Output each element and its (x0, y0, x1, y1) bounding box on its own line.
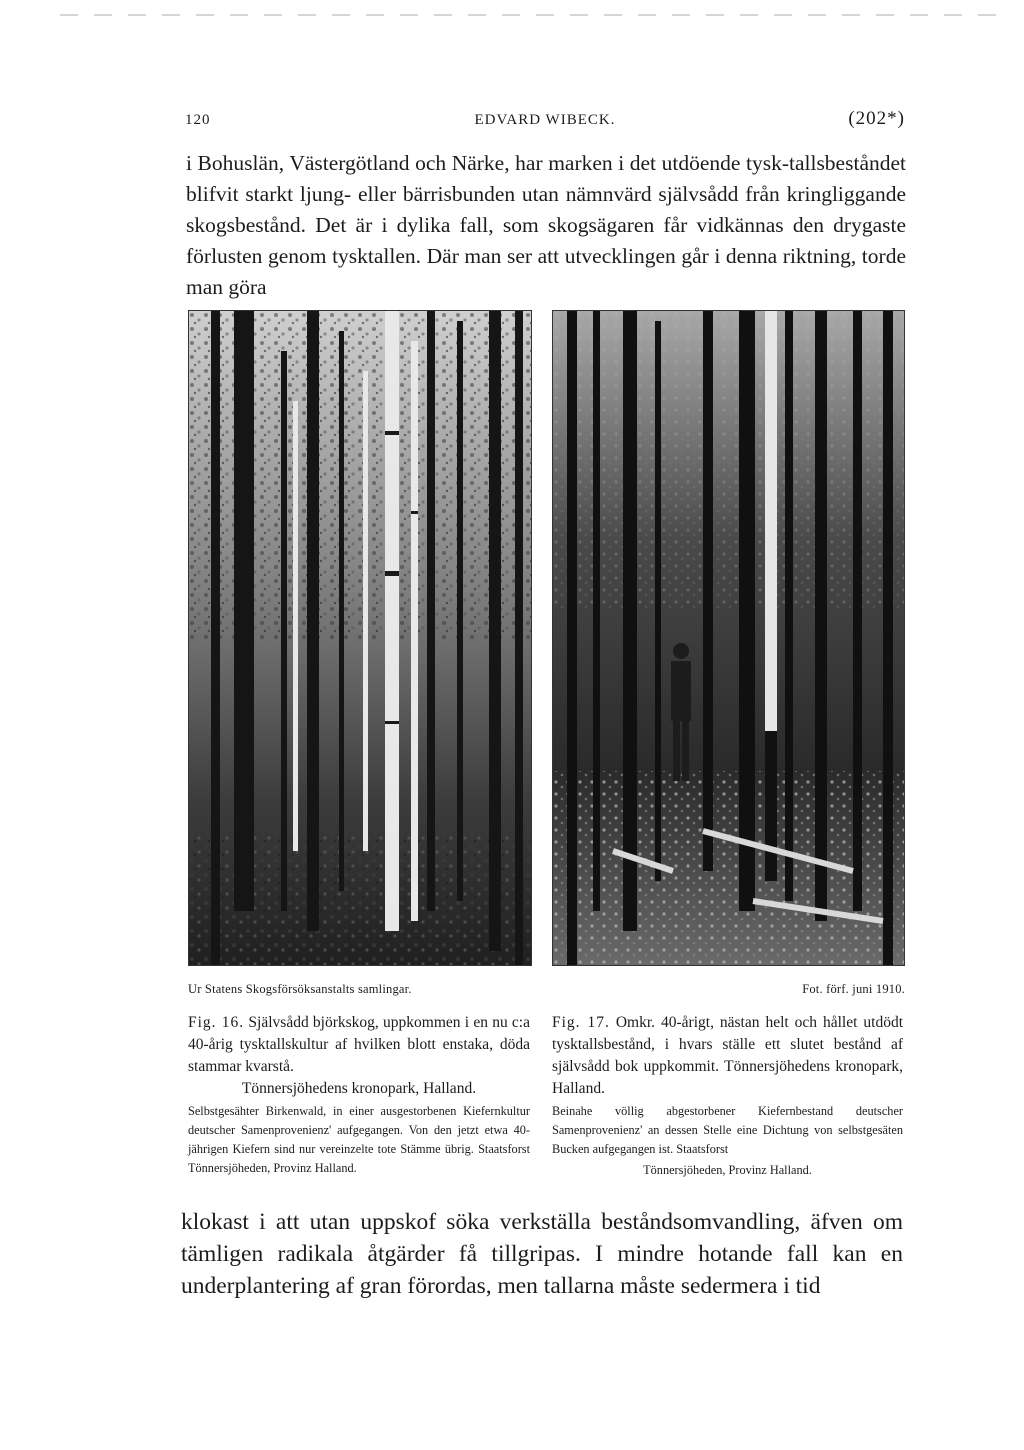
scan-artifact (60, 14, 1010, 16)
figure-16-place: Tönnersjöhedens kronopark, Halland. (241, 1080, 477, 1097)
figure-16-label: Fig. 16. (188, 1014, 245, 1031)
page-header (185, 108, 905, 136)
figure-16-swedish (188, 1012, 530, 1078)
body-paragraph-top: i Bohuslän, Västergötland och Närke, har marken i det utdöende tysk-tallsbeståndet blifvit starkt ljung- eller bärrisbunden utan nämnvärd självsådd från kringliggande skogsbestånd. Det är i dylika fall, som skogsägaren får vidkännas den drygaste förlusten genom tysktallen. Där man ser att utvecklingen går i denna riktning, torde man göra (186, 151, 906, 299)
figure-17-german-place: Tönnersjöheden, Provinz Halland. (643, 1163, 812, 1177)
figure-17-swedish-text: Omkr. 40-årigt, nästan helt och hållet utdödt tysktallsbestånd, i hvars ställe ett slutet bestånd af självsådd bok uppkommit. (552, 1014, 903, 1075)
photo-credit-author: Fot. förf. juni 1910. (802, 982, 905, 996)
figure-17-german: Beinahe völlig abgestorbener Kiefernbestand deutscher Samenprovenienz' an dessen Stelle eine Dichtung von selbstgesäten Bucken aufgegangen ist. Staatsforst (552, 1104, 903, 1156)
figure-16-photo (188, 310, 532, 966)
page-number: 120 (185, 112, 211, 128)
photo-credit-collection: Ur Statens Skogsförsöksanstalts samlingar. (188, 982, 412, 996)
figure-17-photo (552, 310, 905, 966)
birch-forest-image (189, 311, 531, 965)
figure-17-label: Fig. 17. (552, 1014, 610, 1031)
body-paragraph-bottom: klokast i att utan uppskof söka verkställa beståndsomvandling, äfven om tämligen radikala åtgärder få tillgripas. I mindre hotande fall kan en underplantering af gran förordas, men tallarna måste sedermera i tid (181, 1209, 903, 1299)
figure-16-swedish-text: Självsådd björkskog, uppkommen i en nu c:a 40-årig tysktallskultur af hvilken blott enstaka, döda stammar kvarstå. (188, 1014, 530, 1075)
figure-17-swedish (552, 1012, 903, 1100)
signature-mark: (202*) (848, 108, 905, 129)
running-head-author: EDVARD WIBECK. (474, 112, 616, 128)
figure-17-caption (552, 1012, 903, 1180)
figure-16-caption (188, 1012, 530, 1178)
figure-16-german: Selbstgesähter Birkenwald, in einer ausgestorbenen Kiefernkultur deutscher Samenprovenienz' aufgegangen. Von den jetzt etwa 40-jährigen Kiefern sind nur vereinzelte tote Stämme übrig. Staatsforst Tönnersjöheden, Provinz Halland. (188, 1104, 530, 1175)
figure-17-place: Tönnersjöhedens kronopark, Halland. (552, 1058, 903, 1097)
pine-forest-image (553, 311, 904, 965)
